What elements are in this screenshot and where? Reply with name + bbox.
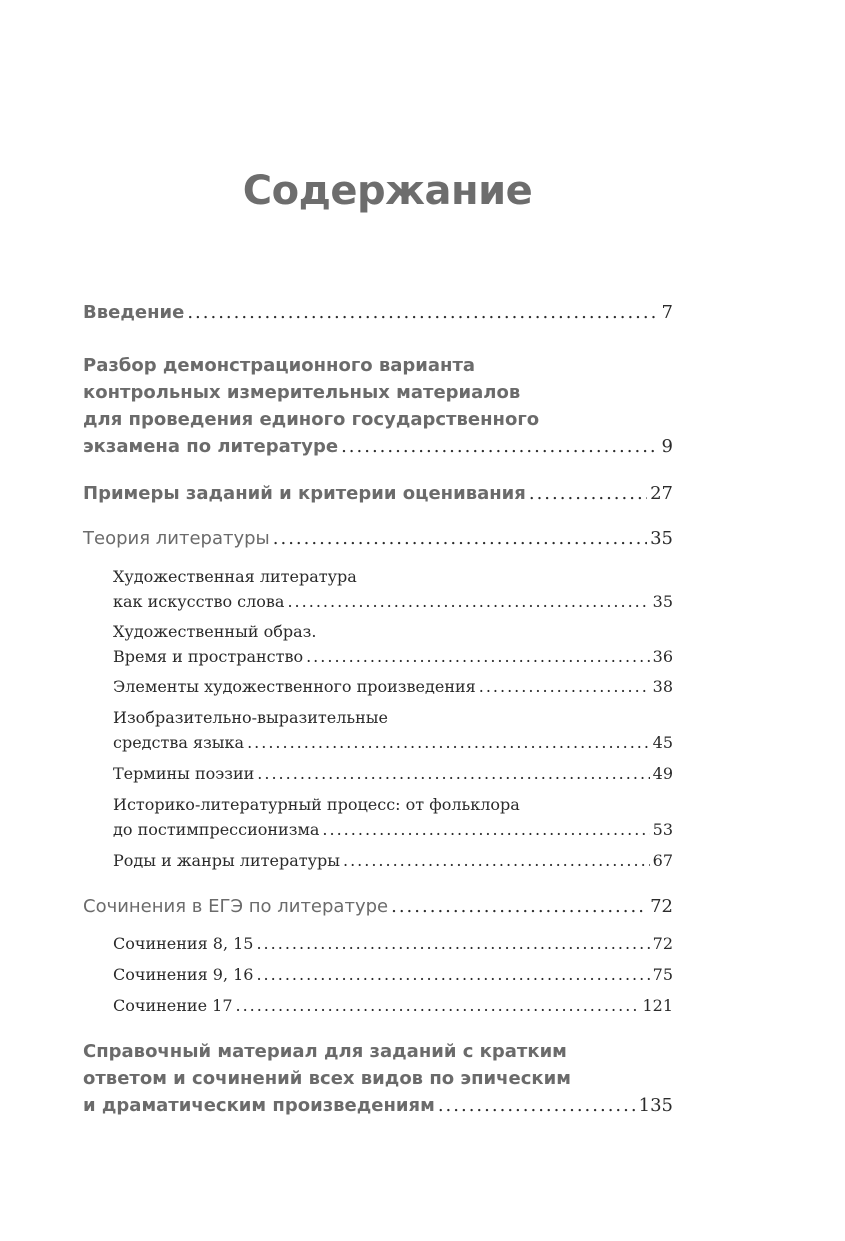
toc-subentry-expressive-means[interactable]: [113, 705, 673, 755]
toc-subentry-essay-17[interactable]: [113, 993, 673, 1018]
toc-entry-task-examples[interactable]: [83, 480, 673, 507]
toc-subentry-poetry-terms[interactable]: [113, 761, 673, 786]
toc-entry-exam-essays[interactable]: [83, 893, 673, 920]
dot-leader: [247, 730, 650, 755]
toc-entry-title: Сочинения в ЕГЭ по литературе: [83, 896, 389, 917]
toc-subentry-essays-8-15[interactable]: [113, 931, 673, 956]
toc-page-number: 7: [661, 302, 673, 323]
toc-subentry-literary-process[interactable]: [113, 792, 673, 842]
toc-subentry-work-elements[interactable]: [113, 674, 673, 699]
toc-page-number: 35: [650, 528, 673, 549]
toc-entry-title: Элементы художественного произведения: [113, 677, 476, 696]
toc-entry-title: Сочинения 9, 16: [113, 965, 254, 984]
toc-entry-title: Роды и жанры литературы: [113, 851, 340, 870]
dot-leader: [343, 848, 650, 873]
dot-leader: [257, 761, 649, 786]
toc-subentry-essays-9-16[interactable]: [113, 962, 673, 987]
toc-entry-title: средства языка: [113, 733, 245, 752]
toc-entry-title: как искусство слова: [113, 592, 285, 611]
toc-entry-title: Справочный материал для заданий с кратким: [83, 1041, 567, 1062]
toc-entry-title: Примеры заданий и критерии оценивания: [83, 483, 526, 504]
toc-entry-title: Художественная литература: [113, 567, 357, 586]
dot-leader: [256, 931, 649, 956]
toc-entry-title: до постимпрессионизма: [113, 820, 320, 839]
toc-page-number: 36: [652, 647, 673, 666]
dot-leader: [438, 1092, 636, 1119]
toc-entry-title: ответом и сочинений всех видов по эпическим: [83, 1068, 571, 1089]
toc-entry-title: экзамена по литературе: [83, 436, 339, 457]
toc-page-number: 67: [652, 851, 673, 870]
toc-entry-title: и драматическим произведениям: [83, 1095, 435, 1116]
toc-entry-reference-material[interactable]: [83, 1038, 673, 1119]
dot-leader: [322, 817, 649, 842]
toc-page-number: 121: [642, 996, 673, 1015]
toc-page-number: 72: [652, 934, 673, 953]
toc-page-number: 53: [652, 820, 673, 839]
toc-entry-title: Историко-литературный процесс: от фольклора: [113, 795, 520, 814]
toc-page-number: 9: [661, 436, 673, 457]
dot-leader: [273, 525, 647, 552]
toc-entry-title: Сочинение 17: [113, 996, 233, 1015]
toc-entry-title: Теория литературы: [83, 528, 270, 549]
toc-page-number: 35: [652, 592, 673, 611]
toc-subentry-artistic-image[interactable]: [113, 619, 673, 669]
dot-leader: [256, 962, 649, 987]
dot-leader: [287, 589, 649, 614]
toc-entry-title: Изобразительно-выразительные: [113, 708, 388, 727]
toc-subentry-fiction-as-art[interactable]: [113, 564, 673, 614]
toc-entry-literary-theory[interactable]: [83, 525, 673, 552]
toc-entry-title: Время и пространство: [113, 647, 304, 666]
dot-leader: [479, 674, 650, 699]
dot-leader: [391, 893, 647, 920]
toc-page-number: 135: [638, 1095, 673, 1116]
dot-leader: [341, 433, 658, 460]
toc-entry-demo-analysis[interactable]: [83, 352, 673, 460]
toc-entry-title: контрольных измерительных материалов: [83, 382, 521, 403]
toc-page-number: 45: [652, 733, 673, 752]
dot-leader: [529, 480, 647, 507]
toc-entry-title: Термины поэзии: [113, 764, 255, 783]
toc-page-number: 38: [652, 677, 673, 696]
toc-subentry-genres[interactable]: [113, 848, 673, 873]
toc-page-number: 49: [652, 764, 673, 783]
toc-entry-title: Сочинения 8, 15: [113, 934, 254, 953]
dot-leader: [187, 299, 658, 326]
toc-entry-introduction[interactable]: [83, 299, 673, 326]
toc-entry-title: Разбор демонстрационного варианта: [83, 355, 476, 376]
toc-entry-title: для проведения единого государственного: [83, 409, 540, 430]
toc-page-number: 27: [650, 483, 673, 504]
toc-page-number: 72: [650, 896, 673, 917]
toc-entry-title: Художественный образ.: [113, 622, 317, 641]
dot-leader: [236, 993, 640, 1018]
toc-page-number: 75: [652, 965, 673, 984]
dot-leader: [306, 644, 650, 669]
page-title: Содержание: [242, 168, 533, 214]
toc-entry-title: Введение: [83, 302, 185, 323]
